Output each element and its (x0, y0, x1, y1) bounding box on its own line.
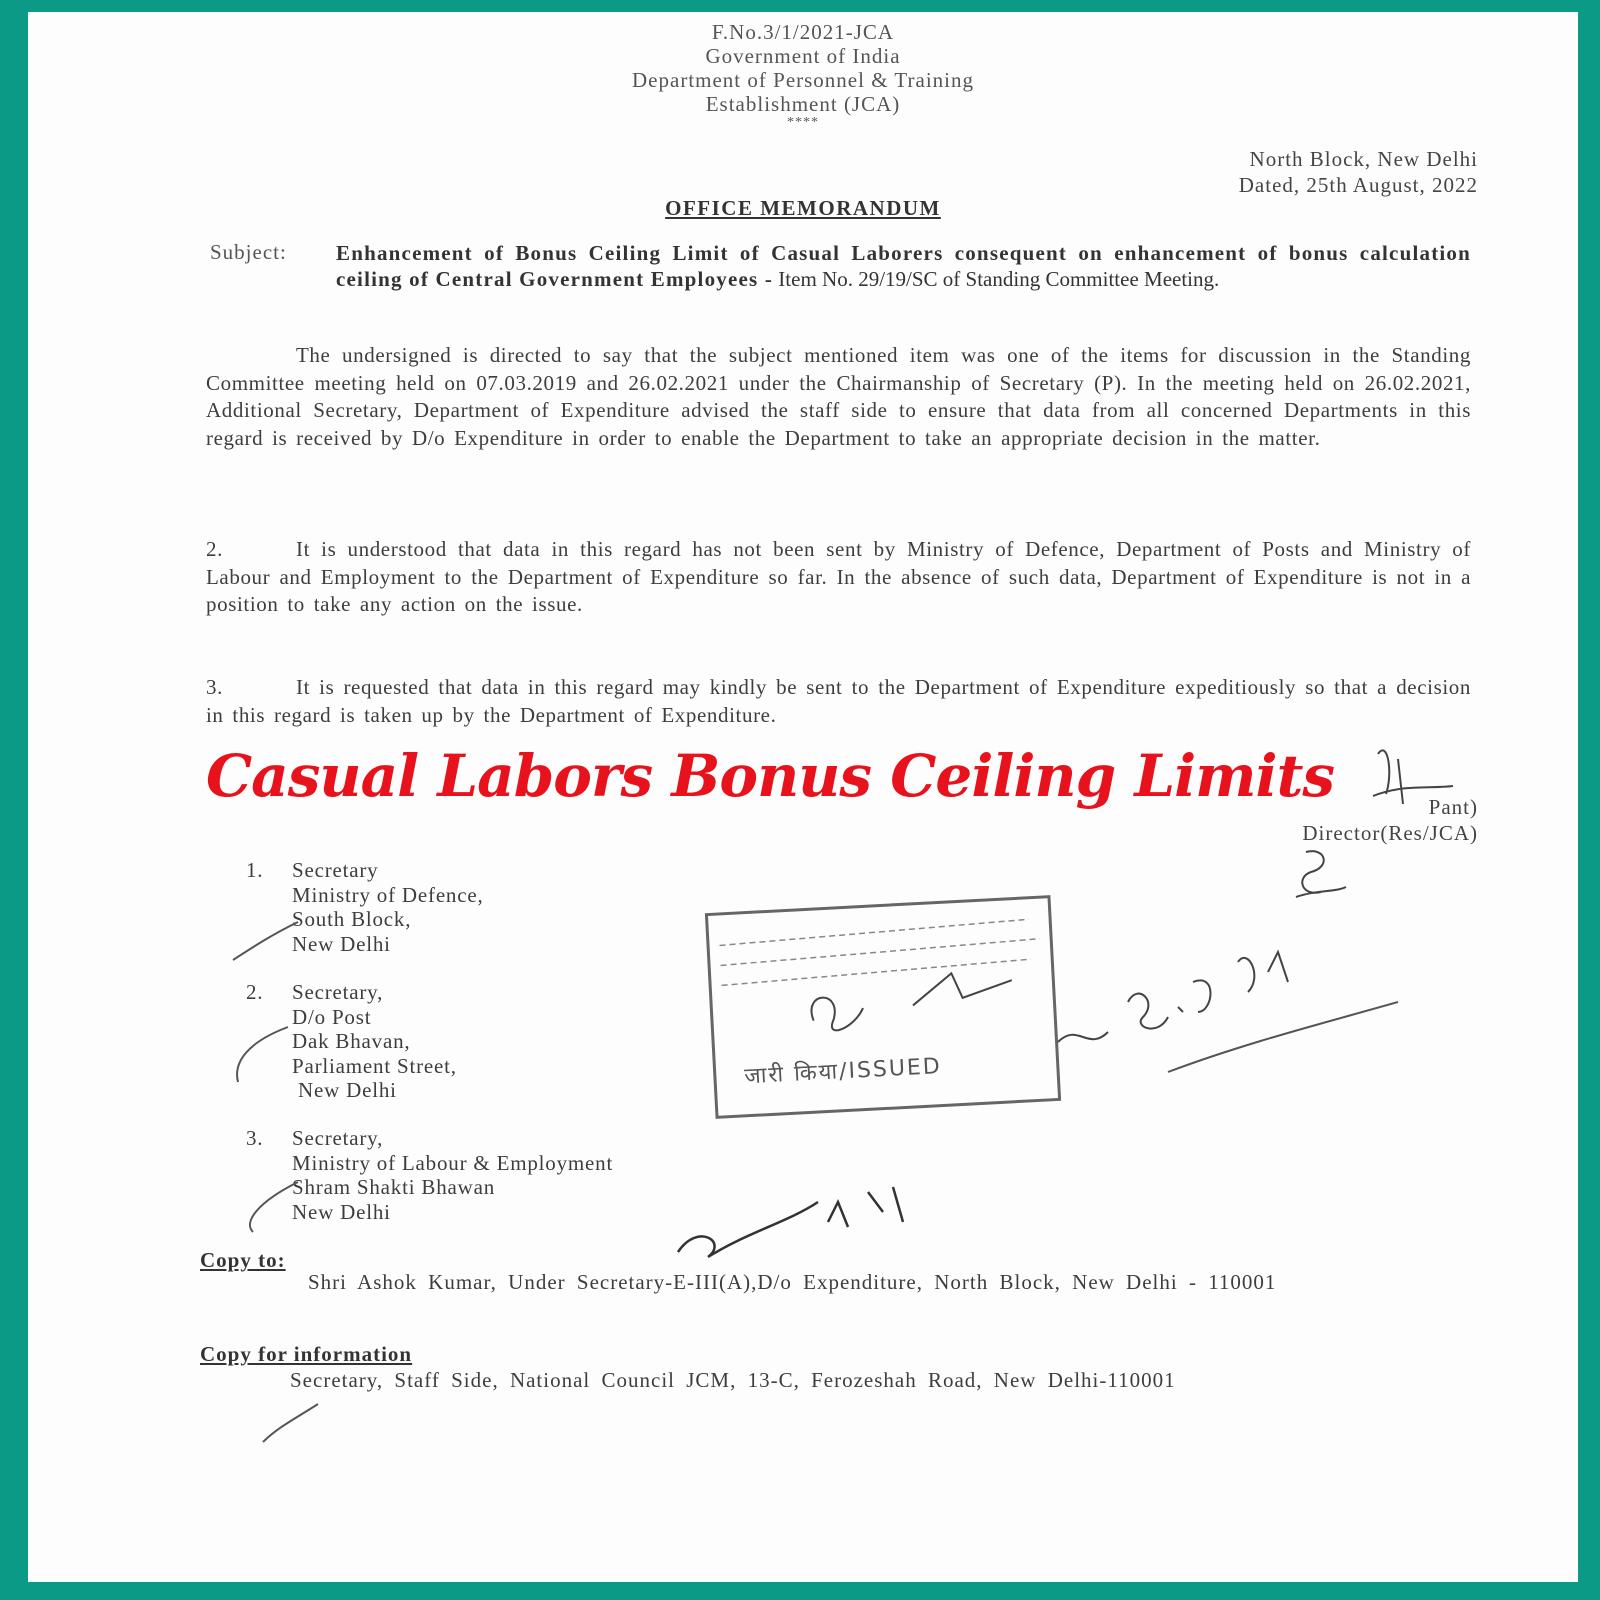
paragraph-1 (206, 342, 1471, 452)
section-name: Establishment (JCA) (705, 92, 901, 116)
date: Dated, 25th August, 2022 (1238, 173, 1478, 197)
copy-to-text: Shri Ashok Kumar, Under Secretary-E-III(A),D/o Expenditure, North Block, New Delhi - 110001 (308, 1270, 1277, 1294)
file-number: F.No.3/1/2021-JCA (711, 20, 895, 44)
subject-text (336, 240, 1471, 292)
government-name: Government of India (705, 44, 901, 68)
department-name: Department of Personnel & Training (632, 68, 974, 92)
addressee-2-number: 2. (246, 980, 264, 1004)
addressee-2-line: New Delhi (292, 1078, 397, 1102)
ashok-signature (668, 1182, 928, 1282)
addressee-2-line: Dak Bhavan, (292, 1029, 411, 1053)
addressee-1-line: South Block, (292, 907, 412, 931)
addressee-2 (246, 980, 746, 1110)
signatory-name: Pant) (1428, 795, 1478, 819)
addressee-1 (246, 858, 746, 968)
addressee-3-line: Shram Shakti Bhawan (292, 1175, 496, 1199)
place: North Block, New Delhi (1249, 147, 1478, 171)
memo-title-wrap (28, 196, 1578, 221)
tick-mark (228, 912, 308, 972)
handwritten-note (1048, 942, 1408, 1082)
document-page (28, 12, 1578, 1582)
paragraph-3 (206, 674, 1471, 729)
signature-scribble (1348, 734, 1458, 834)
issued-stamp (705, 895, 1061, 1119)
paragraph-2 (206, 536, 1471, 619)
initials-scribble (1286, 842, 1356, 912)
paragraph-3-text: It is requested that data in this regard may kindly be sent to the Department of Expenditure expeditiously so that a decision in this regard is taken up by the Department of Expenditure. (206, 675, 1471, 727)
subject-bold: Enhancement of Bonus Ceiling Limit of Casual Laborers consequent on enhancement of bonus calculation ceiling of Central Government Employees - (336, 241, 1471, 291)
addressee-1-line: New Delhi (292, 931, 391, 956)
place-date (1239, 146, 1478, 198)
paragraph-2-number: 2. (206, 537, 223, 561)
overlay-title: Casual Labors Bonus Ceiling Limits (206, 742, 1335, 810)
header-stars: **** (787, 115, 819, 130)
addressee-3-line: New Delhi (292, 1199, 391, 1224)
signatory-designation: Director(Res/JCA) (1302, 821, 1478, 845)
paragraph-1-text: The undersigned is directed to say that the subject mentioned item was one of the items for discussion in the Standing Committee meeting held on 07.03.2019 and 26.02.2021 under the Chairmanship of Secretary (P). In the meeting held on 26.02.2021, Additional Secretary, Department of Expenditure advised the staff side to ensure that data from all concerned Departments in this regard is received by D/o Expenditure in order to enable the Department to take an appropriate decision in the matter. (206, 343, 1471, 450)
letterhead (28, 20, 1578, 130)
copy-info-heading: Copy for information (200, 1342, 413, 1366)
addressee-1-line: Ministry of Defence, (292, 882, 484, 907)
tick-mark (258, 1392, 328, 1452)
addressee-3-line: Ministry of Labour & Employment (292, 1150, 614, 1175)
addressee-2-line: Secretary, (292, 980, 384, 1004)
copy-to-heading: Copy to: (200, 1248, 286, 1272)
addressee-1-number: 1. (246, 858, 264, 882)
copy-info-text: Secretary, Staff Side, National Council JCM, 13-C, Ferozeshah Road, New Delhi-110001 (290, 1368, 1176, 1392)
memo-title: OFFICE MEMORANDUM (665, 196, 941, 220)
addressee-2-line: D/o Post (292, 1004, 372, 1029)
paragraph-3-number: 3. (206, 675, 223, 699)
stamp-issued-text: जारी किया/ISSUED (743, 1054, 943, 1090)
tick-mark (228, 1162, 308, 1242)
addressee-3-line: Secretary, (292, 1126, 384, 1150)
paragraph-2-text: It is understood that data in this regard has not been sent by Ministry of Defence, Department of Posts and Ministry of Labour and Employment to the Department of Expenditure so far. In the absence of such data, Department of Expenditure is not in a position to take any action on the issue. (206, 537, 1471, 616)
subject-label: Subject: (210, 240, 287, 264)
subject-normal: Item No. 29/19/SC of Standing Committee Meeting. (778, 267, 1220, 291)
copy-to-heading-wrap (200, 1248, 286, 1273)
tick-mark (228, 1022, 308, 1092)
addressee-2-line: Parliament Street, (292, 1053, 457, 1078)
addressee-3-number: 3. (246, 1126, 264, 1150)
addressee-1-line: Secretary (292, 858, 379, 882)
copy-info-heading-wrap (200, 1342, 412, 1367)
